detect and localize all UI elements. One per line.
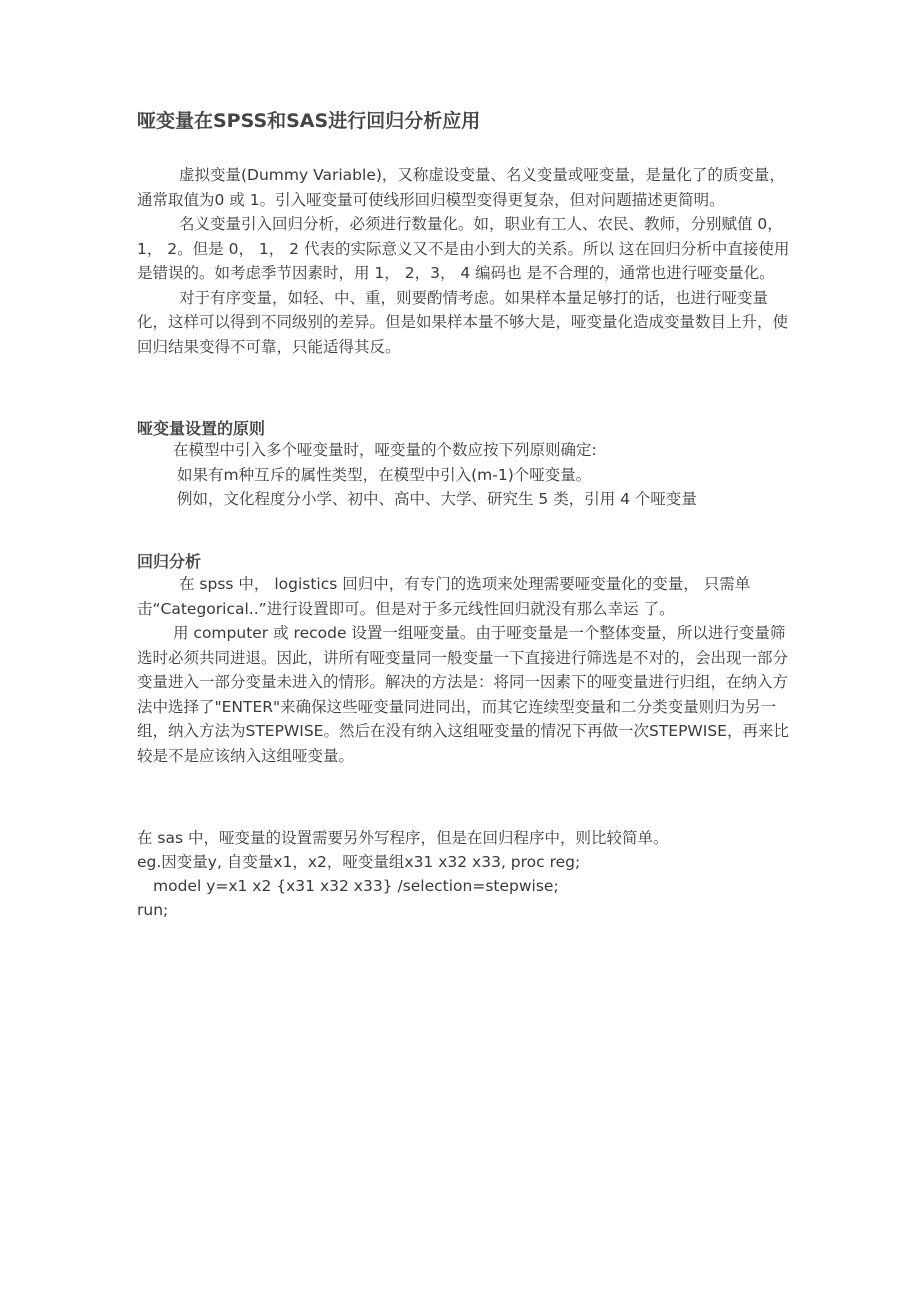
principles-paragraph: 在模型中引入多个哑变量时，哑变量的个数应按下列原则确定:: [173, 441, 597, 459]
intro-paragraph: 对于有序变量，如轻、中、重，则要酌情考虑。如果样本量足够打的话，也进行哑变量化，这样可以得到不同级别的差异。但是如果样本量不够大是，哑变量化造成变量数目上升，使回归结果变得不可靠，只能适得其反。: [137, 288, 789, 356]
document-title: 哑变量在SPSS和SAS进行回归分析应用: [137, 110, 481, 132]
sas-intro-line: 在 sas 中，哑变量的设置需要另外写程序，但是在回归程序中，则比较简单。: [137, 829, 669, 847]
intro-section: [137, 163, 797, 359]
regression-paragraph: 在 spss 中， logistics 回归中，有专门的选项来处理需要哑变量化的变量， 只需单击“Categorical..”进行设置即可。但是对于多元线性回归就没有那么幸运 了。: [137, 575, 751, 618]
sas-example-line: eg.因变量y, 自变量x1，x2，哑变量组x31 x32 x33, proc reg;: [137, 853, 581, 871]
sas-code-model-line: model y=x1 x2 {x31 x32 x33} /selection=stepwise;: [153, 877, 559, 895]
principles-paragraph: 例如，文化程度分小学、初中、高中、大学、研究生 5 类，引用 4 个哑变量: [177, 490, 697, 508]
principles-section: [137, 438, 797, 512]
sas-code-run-line: run;: [137, 901, 169, 919]
principles-paragraph: 如果有m种互斥的属性类型，在模型中引入(m-1)个哑变量。: [177, 465, 592, 484]
intro-paragraph: 名义变量引入回归分析，必须进行数量化。如，职业有工人、农民、教师，分别赋值 0， 1， 2。但是 0， 1， 2 代表的实际意义又不是由小到大的关系。所以 这在回归分析中直接使用是错误的。如考虑季节因素时，用 1， 2，3， 4 编码也 是不合理的，通常也进行哑变量化。: [137, 215, 790, 282]
regression-section: [137, 572, 797, 768]
regression-paragraph: 用 computer 或 recode 设置一组哑变量。由于哑变量是一个整体变量，所以进行变量筛选时必须共同进退。因此，讲所有哑变量同一般变量一下直接进行筛选是不对的，会出现一部分变量进入一部分变量未进入的情形。解决的方法是：将同一因素下的哑变量进行归组，在纳入方法中选择了"ENTER"来确保这些哑变量同进同出，而其它连续型变量和二分类变量则归为另一组，纳入方法为STEPWISE。然后在没有纳入这组哑变量的情况下再做一次STEPWISE，再来比较是不是应该纳入这组哑变量。: [137, 624, 789, 765]
intro-paragraph: 虚拟变量(Dummy Variable)，又称虚设变量、名义变量或哑变量，是量化了的质变量，通常取值为0 或 1。引入哑变量可使线形回归模型变得更复杂，但对问题描述更简明。: [137, 166, 785, 209]
section-heading-principles: 哑变量设置的原则: [137, 419, 266, 438]
sas-section: [137, 826, 797, 922]
section-heading-regression: 回归分析: [137, 552, 202, 571]
